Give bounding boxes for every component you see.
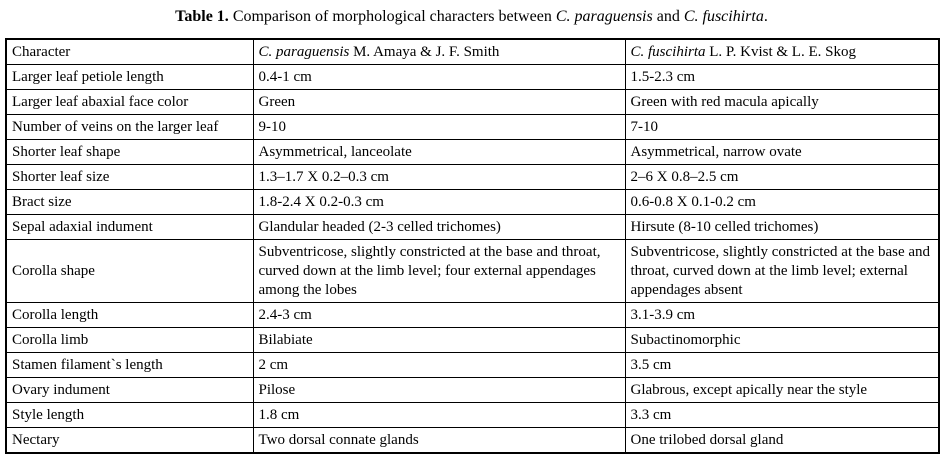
cell-paraguensis: Asymmetrical, lanceolate: [253, 140, 625, 165]
cell-character: Number of veins on the larger leaf: [6, 115, 253, 140]
cell-character: Style length: [6, 403, 253, 428]
table-caption-conjunction: and: [656, 8, 680, 25]
cell-fuscihirta: Asymmetrical, narrow ovate: [625, 140, 939, 165]
cell-fuscihirta: Subactinomorphic: [625, 328, 939, 353]
table-row: [6, 140, 939, 165]
table-row: [6, 353, 939, 378]
table-row: [6, 165, 939, 190]
header-fuscihirta-species: C. fuscihirta: [630, 44, 706, 61]
table-caption-period: .: [763, 8, 768, 25]
cell-character: Corolla shape: [6, 240, 253, 303]
cell-fuscihirta: One trilobed dorsal gland: [625, 428, 939, 454]
cell-character: Bract size: [6, 190, 253, 215]
cell-paraguensis: Pilose: [253, 378, 625, 403]
species-name-fuscihirta: C. fuscihirta: [683, 8, 764, 25]
species-name-paraguensis: C. paraguensis: [555, 8, 653, 25]
cell-paraguensis: Two dorsal connate glands: [253, 428, 625, 454]
table-row: [6, 240, 939, 303]
table-row: [6, 428, 939, 454]
cell-character: Sepal adaxial indument: [6, 215, 253, 240]
table-row: [6, 403, 939, 428]
header-row: [6, 39, 939, 65]
table-row: [6, 65, 939, 90]
cell-character: Shorter leaf size: [6, 165, 253, 190]
table-row: [6, 378, 939, 403]
header-paraguensis-species: C. paraguensis: [258, 44, 350, 61]
header-paraguensis: [253, 39, 625, 65]
cell-paraguensis: 2.4-3 cm: [253, 303, 625, 328]
cell-paraguensis: Subventricose, slightly constricted at the base and throat, curved down at the limb level; four external appendages among the lobes: [253, 240, 625, 303]
cell-character: Stamen filament`s length: [6, 353, 253, 378]
cell-character: Nectary: [6, 428, 253, 454]
cell-fuscihirta: 0.6-0.8 X 0.1-0.2 cm: [625, 190, 939, 215]
table-caption-label: Table 1.: [175, 8, 229, 25]
cell-paraguensis: Green: [253, 90, 625, 115]
table-caption: [0, 0, 943, 26]
table-row: [6, 190, 939, 215]
cell-character: Larger leaf abaxial face color: [6, 90, 253, 115]
cell-paraguensis: 1.8 cm: [253, 403, 625, 428]
cell-fuscihirta: 7-10: [625, 115, 939, 140]
table-row: [6, 115, 939, 140]
cell-character: Larger leaf petiole length: [6, 65, 253, 90]
header-paraguensis-authority: M. Amaya & J. F. Smith: [353, 44, 500, 61]
cell-paraguensis: 1.8-2.4 X 0.2-0.3 cm: [253, 190, 625, 215]
cell-character: Corolla length: [6, 303, 253, 328]
cell-fuscihirta: Glabrous, except apically near the style: [625, 378, 939, 403]
table-row: [6, 215, 939, 240]
cell-fuscihirta: 2–6 X 0.8–2.5 cm: [625, 165, 939, 190]
cell-paraguensis: 9-10: [253, 115, 625, 140]
cell-fuscihirta: Hirsute (8-10 celled trichomes): [625, 215, 939, 240]
cell-paraguensis: 1.3–1.7 X 0.2–0.3 cm: [253, 165, 625, 190]
cell-character: Ovary indument: [6, 378, 253, 403]
morphology-comparison-table: [5, 38, 940, 454]
table-caption-text: Comparison of morphological characters between: [232, 8, 552, 25]
cell-paraguensis: Bilabiate: [253, 328, 625, 353]
cell-fuscihirta: Subventricose, slightly constricted at the base and throat, curved down at the limb level; external appendages absent: [625, 240, 939, 303]
header-character: Character: [6, 39, 253, 65]
table-row: [6, 328, 939, 353]
header-fuscihirta: [625, 39, 939, 65]
cell-paraguensis: 0.4-1 cm: [253, 65, 625, 90]
cell-fuscihirta: 3.1-3.9 cm: [625, 303, 939, 328]
table-row: [6, 303, 939, 328]
cell-fuscihirta: Green with red macula apically: [625, 90, 939, 115]
cell-fuscihirta: 1.5-2.3 cm: [625, 65, 939, 90]
header-fuscihirta-authority: L. P. Kvist & L. E. Skog: [709, 44, 856, 61]
cell-fuscihirta: 3.3 cm: [625, 403, 939, 428]
table-row: [6, 90, 939, 115]
cell-fuscihirta: 3.5 cm: [625, 353, 939, 378]
cell-paraguensis: 2 cm: [253, 353, 625, 378]
cell-character: Corolla limb: [6, 328, 253, 353]
cell-paraguensis: Glandular headed (2-3 celled trichomes): [253, 215, 625, 240]
cell-character: Shorter leaf shape: [6, 140, 253, 165]
